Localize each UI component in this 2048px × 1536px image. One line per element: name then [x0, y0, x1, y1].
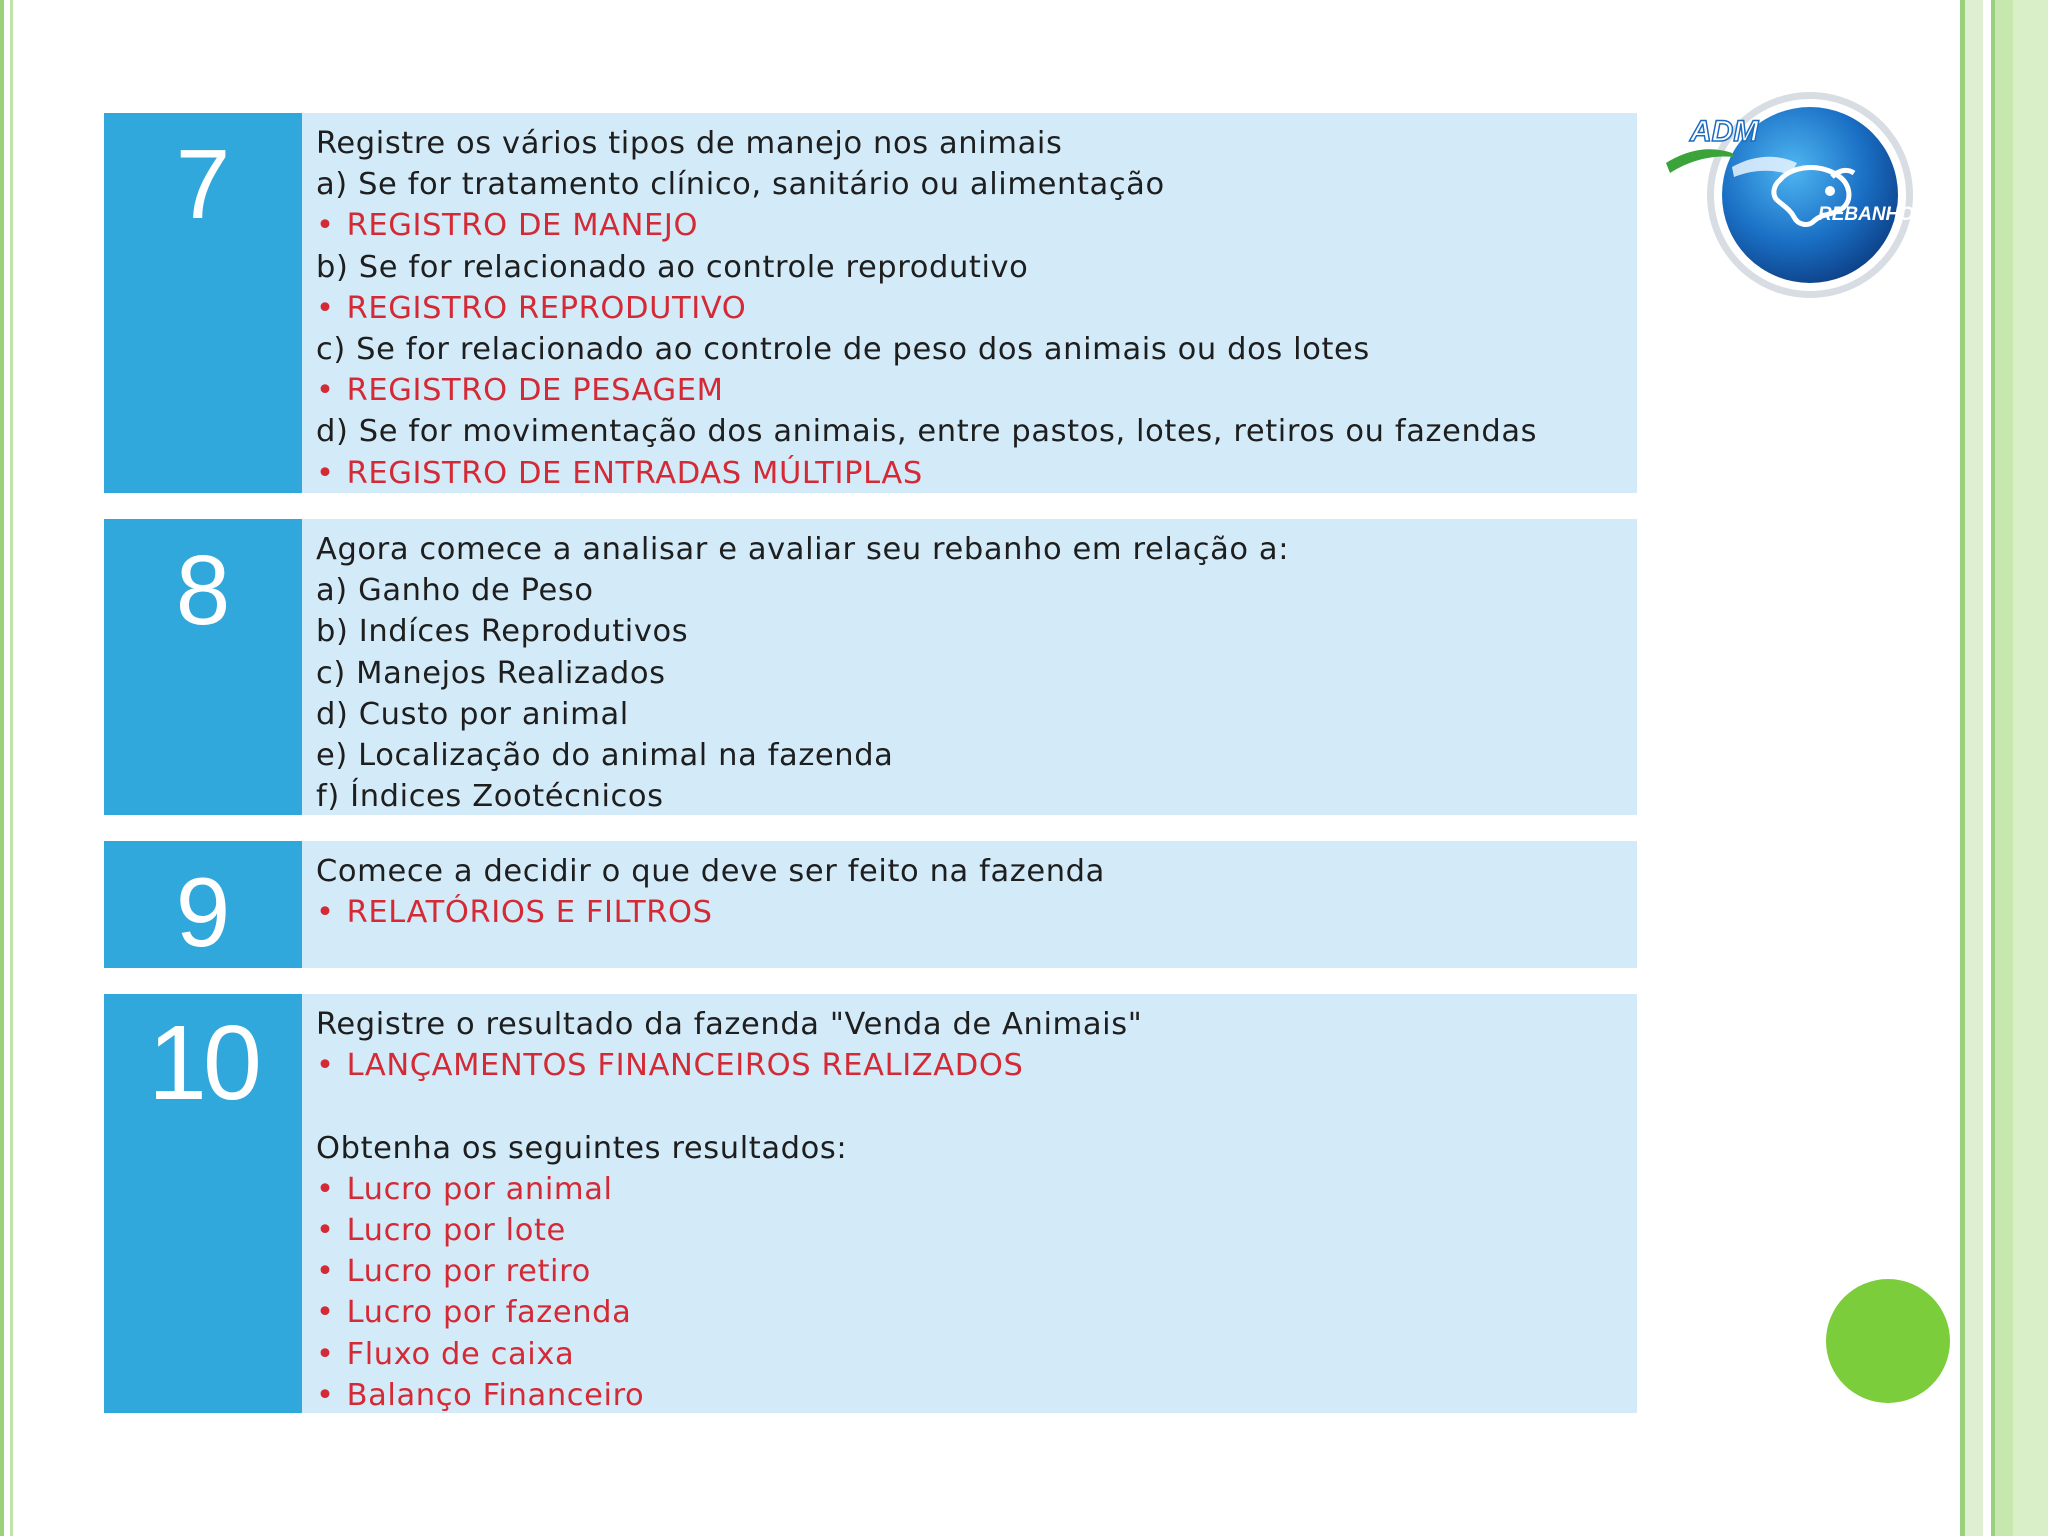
- step-line: c) Manejos Realizados: [316, 655, 666, 691]
- step-number: 10: [104, 994, 302, 1413]
- step-highlight-item: • Lucro por retiro: [316, 1251, 1142, 1292]
- step-highlight-item: • Lucro por lote: [316, 1210, 1142, 1251]
- step-highlight-item: • REGISTRO REPRODUTIVO: [316, 288, 1537, 329]
- step-highlight-item: • Balanço Financeiro: [316, 1375, 1142, 1416]
- step-number: 9: [104, 841, 302, 968]
- step-line: a) Se for tratamento clínico, sanitário ou alimentação: [316, 167, 1165, 203]
- step-line: Registre os vários tipos de manejo nos animais: [316, 126, 1063, 161]
- step-line: f) Índices Zootécnicos: [316, 779, 664, 815]
- right-stripe-decoration: [1960, 0, 2048, 1536]
- logo-rebanho-text: REBANHO: [1818, 204, 1915, 225]
- adm-rebanho-logo: [1662, 85, 1932, 305]
- step-highlight-item: • RELATÓRIOS E FILTROS: [316, 892, 1105, 933]
- step-body: [302, 113, 1537, 493]
- step-highlight-item: • LANÇAMENTOS FINANCEIROS REALIZADOS: [316, 1045, 1142, 1086]
- step-number: 8: [104, 519, 302, 815]
- step-body: [302, 841, 1105, 968]
- step-7: [104, 113, 1637, 493]
- step-line: Comece a decidir o que deve ser feito na fazenda: [316, 854, 1105, 889]
- step-highlight-item: • Fluxo de caixa: [316, 1334, 1142, 1375]
- step-line: d) Custo por animal: [316, 696, 629, 732]
- step-line: b) Se for relacionado ao controle reprodutivo: [316, 249, 1029, 285]
- step-line: Registre o resultado da fazenda "Venda de Animais": [316, 1007, 1143, 1042]
- step-line: Agora comece a analisar e avaliar seu rebanho em relação a:: [316, 532, 1290, 567]
- step-highlight-item: • Lucro por fazenda: [316, 1292, 1142, 1333]
- step-line: c) Se for relacionado ao controle de peso dos animais ou dos lotes: [316, 331, 1370, 367]
- step-body: [302, 994, 1142, 1413]
- step-line: d) Se for movimentação dos animais, entre pastos, lotes, retiros ou fazendas: [316, 414, 1538, 450]
- step-line: e) Localização do animal na fazenda: [316, 737, 894, 773]
- step-line: Obtenha os seguintes resultados:: [316, 1130, 848, 1166]
- left-border-decoration: [0, 0, 18, 1536]
- green-circle-decoration: [1826, 1279, 1950, 1403]
- logo-adm-text: ADM: [1690, 115, 1759, 148]
- step-line: b) Indíces Reprodutivos: [316, 614, 689, 650]
- step-8: [104, 519, 1637, 815]
- step-line: a) Ganho de Peso: [316, 573, 594, 609]
- step-highlight-item: • REGISTRO DE ENTRADAS MÚLTIPLAS: [316, 453, 1537, 494]
- step-highlight-item: • REGISTRO DE PESAGEM: [316, 370, 1537, 411]
- step-9: [104, 841, 1637, 968]
- step-highlight-item: • REGISTRO DE MANEJO: [316, 205, 1537, 246]
- step-number: 7: [104, 113, 302, 493]
- step-blank-line: [316, 1086, 1142, 1127]
- step-10: [104, 994, 1637, 1413]
- step-body: [302, 519, 1289, 815]
- step-highlight-item: • Lucro por animal: [316, 1169, 1142, 1210]
